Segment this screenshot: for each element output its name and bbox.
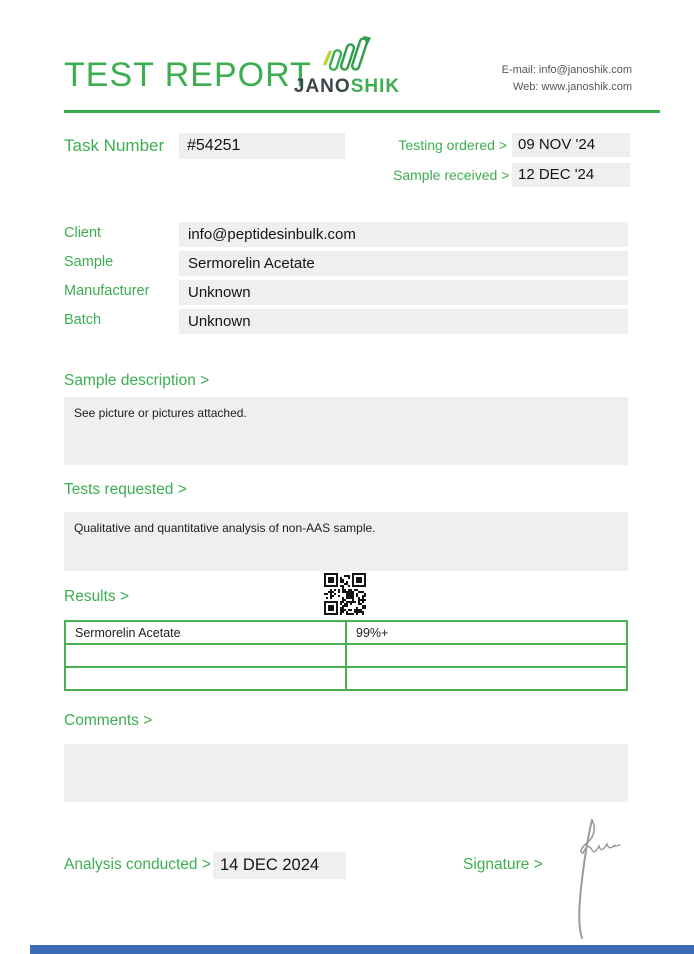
manufacturer-label: Manufacturer: [64, 283, 150, 299]
sample-label: Sample: [64, 254, 114, 270]
date-fields: [393, 133, 630, 193]
logo-text-dark: JANO: [293, 76, 351, 97]
manufacturer-row: [0, 280, 694, 309]
sample-row: [0, 251, 694, 280]
batch-value: Unknown: [179, 309, 628, 334]
manufacturer-value: Unknown: [179, 280, 628, 305]
sample-description-heading: Sample description >: [64, 372, 210, 389]
batch-label: Batch: [64, 312, 102, 328]
client-label: Client: [64, 225, 102, 241]
results-table: [64, 620, 628, 691]
results-row: [65, 621, 627, 644]
result-substance-cell: [65, 644, 346, 667]
results-heading: Results >: [64, 588, 130, 605]
result-purity-cell: 99%+: [346, 621, 627, 644]
client-value: info@peptidesinbulk.com: [179, 222, 628, 247]
contact-info: [502, 62, 632, 96]
analysis-date-value: 14 DEC 2024: [213, 852, 346, 879]
results-row: [65, 667, 627, 690]
client-row: [0, 222, 694, 251]
sample-received-value: 12 DEC '24: [512, 163, 630, 187]
tests-requested-box: Qualitative and quantitative analysis of non-AAS sample.: [64, 512, 628, 571]
bottom-accent-bar: [30, 945, 694, 954]
result-substance-cell: Sermorelin Acetate: [65, 621, 346, 644]
header-divider: [64, 110, 660, 113]
signature-label: Signature >: [463, 856, 543, 873]
results-row: [65, 644, 627, 667]
task-number-value: #54251: [179, 133, 345, 159]
janoshik-logo: [287, 33, 407, 98]
sample-received-label: Sample received >: [393, 167, 510, 183]
sample-value: Sermorelin Acetate: [179, 251, 628, 276]
signature-scribble: [548, 814, 628, 942]
testing-ordered-value: 09 NOV '24: [512, 133, 630, 157]
result-purity-cell: [346, 667, 627, 690]
result-purity-cell: [346, 644, 627, 667]
comments-box: [64, 744, 628, 802]
result-substance-cell: [65, 667, 346, 690]
qr-code: [324, 573, 366, 615]
batch-row: [0, 309, 694, 338]
contact-web: Web: www.janoshik.com: [512, 81, 632, 94]
logo-wordmark: [287, 76, 407, 98]
contact-email: E-mail: info@janoshik.com: [501, 64, 632, 76]
comments-heading: Comments >: [64, 712, 153, 729]
sample-received-row: [393, 163, 630, 187]
sample-description-box: See picture or pictures attached.: [64, 397, 628, 465]
growth-chart-icon: [318, 33, 376, 75]
testing-ordered-row: [393, 133, 630, 157]
logo-text-green: SHIK: [350, 76, 401, 97]
task-number-label: Task Number: [64, 136, 165, 155]
analysis-conducted-label: Analysis conducted >: [64, 856, 211, 873]
tests-requested-heading: Tests requested >: [64, 481, 187, 498]
page-title: TEST REPORT: [64, 56, 312, 94]
testing-ordered-label: Testing ordered >: [398, 137, 507, 153]
